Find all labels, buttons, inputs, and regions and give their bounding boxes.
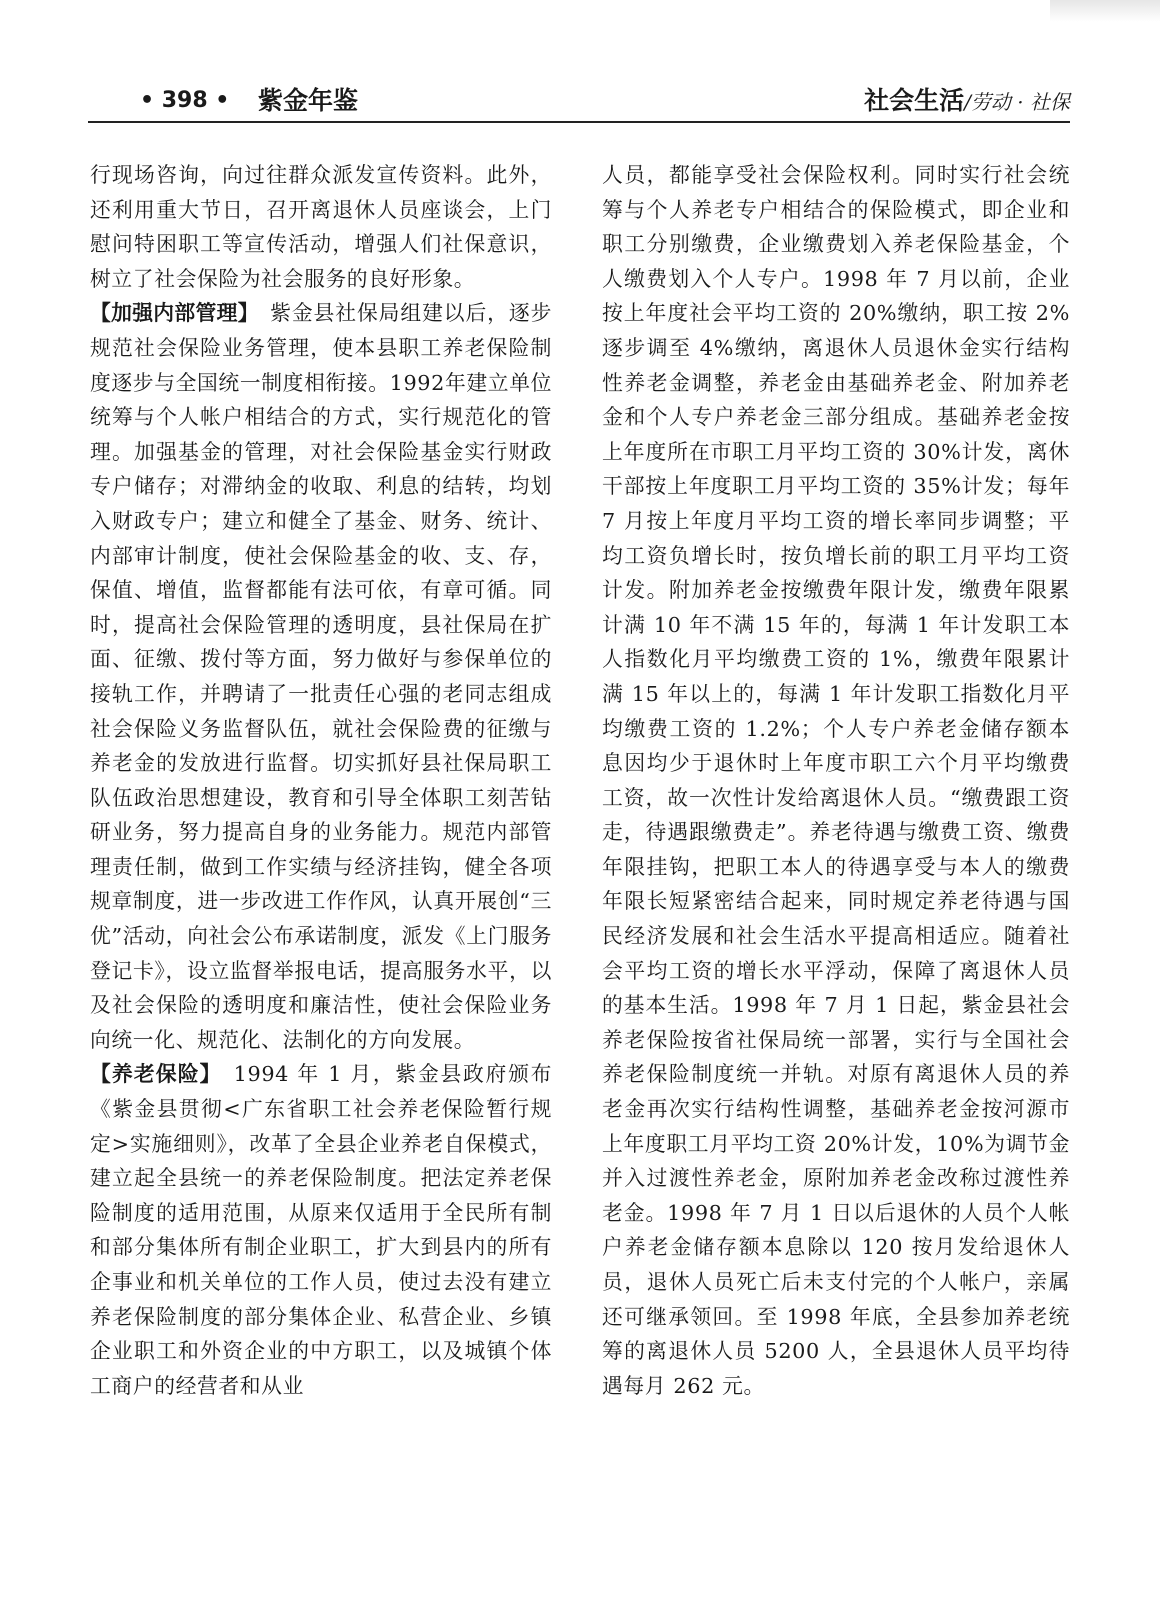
paragraph-body: 紫金县社保局组建以后，逐步规范社会保险业务管理，使本县职工养老保险制度逐步与全国统一制度相衔接。1992年建立单位统筹与个人帐户相结合的方式，实行规范化的管理。加强基金的管理，对社会保险基金实行财政专户储存；对滞纳金的收取、利息的结转，均划入财政专户；建立和健全了基金、财务、统计、内部审计制度，使社会保险基金的收、支、存，保值、增值，监督都能有法可依，有章可循。同时，提高社会保险管理的透明度，县社保局在扩面、征缴、拨付等方面，努力做好与参保单位的接轨工作，并聘请了一批责任心强的老同志组成社会保险义务监督队伍，就社会保险费的征缴与养老金的发放进行监督。切实抓好县社保局职工队伍政治思想建设，教育和引导全体职工刻苦钻研业务，努力提高自身的业务能力。规范内部管理责任制，做到工作实绩与经济挂钩，健全各项规章制度，进一步改进工作作风，认真开展创“三优”活动，向社会公布承诺制度，派发《上门服务登记卡》，设立监督举报电话，提高服务水平，以及社会保险的透明度和廉洁性，使社会保险业务向统一化、规范化、法制化的方向发展。 — [90, 301, 552, 1052]
scan-edge-shadow — [1050, 0, 1160, 22]
book-title: 紫金年鉴 — [258, 86, 359, 115]
section-subtitle: /劳动 · 社保 — [964, 90, 1070, 114]
left-column — [90, 158, 552, 1578]
running-header — [140, 84, 1070, 120]
section-title — [864, 84, 1070, 121]
subheading-pension-insurance: 【养老保险】 — [90, 1062, 212, 1087]
header-rule — [88, 121, 1070, 123]
paragraph: 行现场咨询，向过往群众派发宣传资料。此外，还利用重大节日，召开离退休人员座谈会，上门慰问特困职工等宣传活动，增强人们社保意识，树立了社会保险为社会服务的良好形象。 — [90, 163, 552, 291]
section-main-title: 社会生活 — [864, 86, 965, 115]
paragraph: 人员，都能享受社会保险权利。同时实行社会统筹与个人养老专户相结合的保险模式，即企业和职工分别缴费，企业缴费划入养老保险基金，个人缴费划入个人专户。1998 年 7 月以前，企业按上年度社会平均工资的 20%缴纳，职工按 2%逐步调至 4%缴纳，离退休人员退休金实行结构性养老金调整，养老金由基础养老金、附加养老金和个人专户养老金三部分组成。基础养老金按上年度所在市职工月平均工资的 30%计发，离休干部按上年度职工月平均工资的 35%计发；每年 7 月按上年度月平均工资的增长率同步调整；平均工资负增长时，按负增长前的职工月平均工资计发。附加养老金按缴费年限计发，缴费年限累计满 10 年不满 15 年的，每满 1 年计发职工本人指数化月平均缴费工资的 1%，缴费年限累计满 15 年以上的，每满 1 年计发职工指数化月平均缴费工资的 1.2%；个人专户养老金储存额本息因均少于退休时上年度市职工六个月平均缴费工资，故一次性计发给离退休人员。“缴费跟工资走，待遇跟缴费走”。养老待遇与缴费工资、缴费年限挂钩，把职工本人的待遇享受与本人的缴费年限长短紧密结合起来，同时规定养老待遇与国民经济发展和社会生活水平提高相适应。随着社会平均工资的增长水平浮动，保障了离退休人员的基本生活。1998 年 7 月 1 日起，紫金县社会养老保险按省社保局统一部署，实行与全国社会养老保险制度统一并轨。对原有离退休人员的养老金再次实行结构性调整，基础养老金按河源市上年度职工月平均工资 20%计发，10%为调节金并入过渡性养老金，原附加养老金改称过渡性养老金。1998 年 7 月 1 日以后退休的人员个人帐户养老金储存额本息除以 120 按月发给退休人员，退休人员死亡后未支付完的个人帐户，亲属还可继承领回。至 1998 年底，全县参加养老统筹的离退休人员 5200 人，全县退休人员平均待遇每月 262 元。 — [602, 163, 1070, 1398]
page-number: • 398 • — [140, 88, 230, 113]
paragraph — [90, 1057, 552, 1403]
paragraph-body: 1994 年 1 月，紫金县政府颁布《紫金县贯彻<广东省职工社会养老保险暂行规定>实施细则》，改革了全县企业养老自保模式，建立起全县统一的养老保险制度。把法定养老保险制度的适用范围，从原来仅适用于全民所有制和部分集体所有制企业职工，扩大到县内的所有企事业和机关单位的工作人员，使过去没有建立养老保险制度的部分集体企业、私营企业、乡镇企业职工和外资企业的中方职工，以及城镇个体工商户的经营者和从业 — [90, 1062, 552, 1398]
subheading-internal-management: 【加强内部管理】 — [90, 301, 249, 326]
right-column — [602, 158, 1070, 1578]
paragraph — [90, 296, 552, 1057]
